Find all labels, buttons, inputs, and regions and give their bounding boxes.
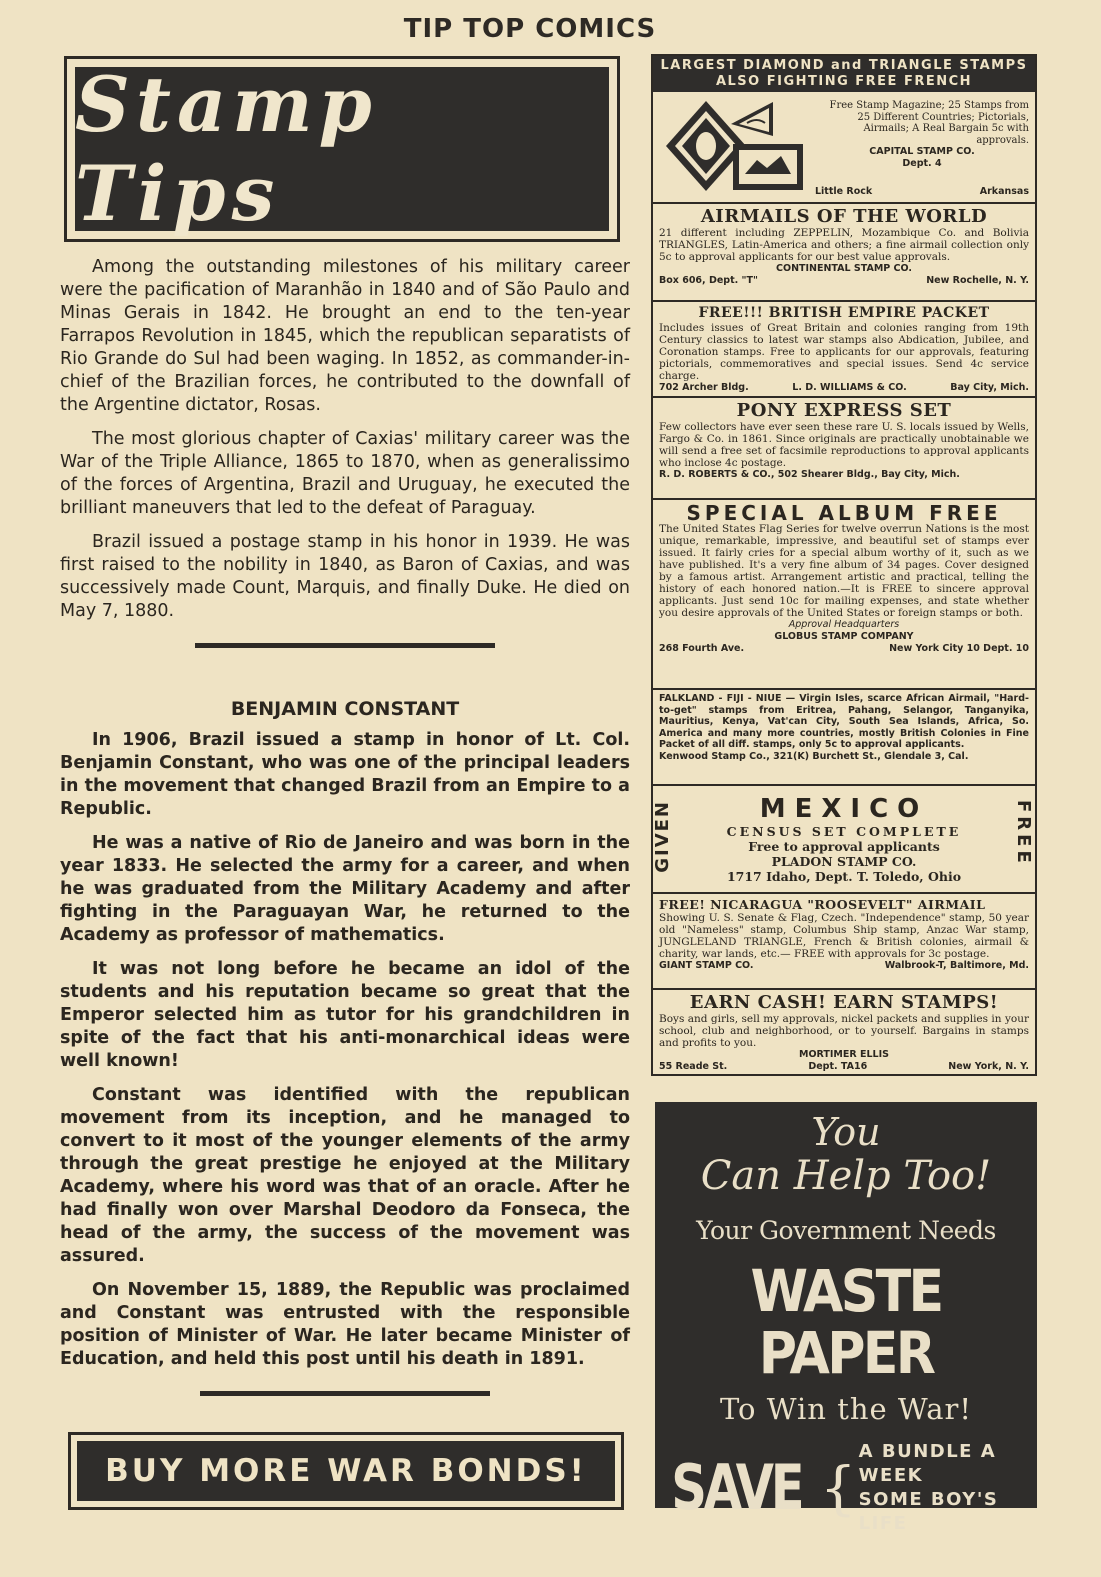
ad-title: SPECIAL ALBUM FREE <box>686 501 1002 525</box>
poster-save-lines <box>859 1440 1037 1536</box>
stamps-illustration <box>661 96 811 196</box>
ad-body: Showing U. S. Senate & Flag, Czech. "Independence" stamp, 50 year old "Nameless" stamp, Columbus Ship stamp, Anzac War stamp, JUNGLELAND TRIANGLE, French & British colonies, airmail & charity, war lands, etc.— FREE with approvals for 3c postage. <box>659 912 1029 960</box>
ad-body: Free Stamp Magazine; 25 Stamps from 25 Different Countries; Pictorials, Airmails; A Real Bargain 5c with approvals. <box>829 100 1029 146</box>
ad-title: EARN CASH! EARN STAMPS! <box>689 992 999 1013</box>
article-paragraph: Brazil issued a postage stamp in his honor in 1939. He was first raised to the nobility in 1840, as Baron of Caxias, and was successively made Count, Marquis, and finally Duke. He died on May 7, 1880. <box>60 532 630 621</box>
poster-save-line: SOME BOY'S LIFE <box>858 1489 999 1534</box>
ad-diamond-banner <box>653 56 1035 92</box>
ad-footer <box>659 751 1029 763</box>
ads-column <box>651 54 1037 1076</box>
article-paragraph: Among the outstanding milestones of his military career were the pacification of Maranhão in 1840 and of São Paulo and Minas Gerais in 1842. He brought an end to the ten-year Farrapos Revolution in 1845, which the republican separatists of Rio Grande do Sul had been waging. In 1852, as commander-in-chief of the Brazilian forces, he contributed to the downfall of the Argentine dictator, Rosas. <box>60 257 630 415</box>
ad-pony-express <box>651 396 1037 498</box>
ad-mexico-side-given: GIVEN <box>652 800 673 873</box>
ad-address: 268 Fourth Ave. <box>659 643 745 654</box>
ad-footer <box>659 275 1029 287</box>
ad-title: PONY EXPRESS SET <box>736 400 952 421</box>
section-paragraph: Constant was identified with the republican movement from its inception, and he managed to convert to it most of the younger elements of the army through the great prestige he enjoyed at the Military Academy, where his word was that of an oracle. After he had finally won over Marshal Deodoro da Fonseca, the head of the army, the success of the movement was assured. <box>60 1085 630 1266</box>
ad-hq: Approval Headquarters <box>788 619 900 630</box>
section-heading: BENJAMIN CONSTANT <box>230 698 460 720</box>
section-paragraph: In 1906, Brazil issued a stamp in honor of Lt. Col. Benjamin Constant, who was one of the principal leaders in the movement that changed Brazil from an Empire to a Republic. <box>60 730 630 819</box>
ad-footer <box>659 960 1029 972</box>
ad-diamond-stamps <box>651 54 1037 202</box>
poster-headline: WASTE PAPER <box>750 1257 942 1387</box>
ad-line: CENSUS SET COMPLETE <box>726 824 962 839</box>
ad-body: Boys and girls, sell my approvals, nickel packets and supplies in your school, club and neighborhood, or to yourself. Bargains in stamps and profits to you. <box>659 1013 1029 1049</box>
ad-address: Kenwood Stamp Co., 321(K) Burchett St., Glendale 3, Cal. <box>659 750 969 762</box>
ad-city: New Rochelle, N. Y. <box>926 275 1029 286</box>
ad-address: Box 606, Dept. "T" <box>659 275 758 286</box>
section-divider <box>200 1391 490 1396</box>
ad-company: CONTINENTAL STAMP CO. <box>776 263 912 274</box>
triangle-stamp-icon <box>731 102 773 136</box>
poster-line: Can Help Too! <box>700 1153 992 1199</box>
ad-city: Little Rock <box>815 186 873 197</box>
ad-mexico-side-free: FREE <box>1013 800 1034 867</box>
ad-dept: Dept. TA16 <box>808 1061 868 1072</box>
ad-footer <box>659 643 1029 655</box>
ad-falkland <box>651 688 1037 784</box>
ad-company: L. D. WILLIAMS & CO. <box>792 382 907 393</box>
ad-address: R. D. ROBERTS & CO., 502 Shearer Bldg., Bay City, Mich. <box>659 469 960 480</box>
ad-nicaragua <box>651 892 1037 988</box>
ad-address: 1717 Idaho, Dept. T. Toledo, Ohio <box>726 869 962 884</box>
ad-earn-cash <box>651 988 1037 1076</box>
ad-city: Bay City, Mich. <box>950 382 1029 393</box>
ad-british-empire <box>651 300 1037 396</box>
poster-save-row <box>655 1440 1037 1536</box>
article-column <box>60 256 630 1416</box>
war-bonds-text: BUY MORE WAR BONDS! <box>105 1453 587 1489</box>
page-title: TIP TOP COMICS <box>403 14 657 44</box>
ad-address: 702 Archer Bldg. <box>659 382 749 393</box>
ad-city: New York City 10 Dept. 10 <box>889 643 1029 654</box>
section-paragraph: On November 15, 1889, the Republic was proclaimed and Constant was entrusted with the responsible position of Minister of War. He later became Minister of Education, and held this post until his death in 1891. <box>60 1280 630 1369</box>
ad-body: 21 different including ZEPPELIN, Mozambique Co. and Bolivia TRIANGLES, Latin-America and others; a fine airmail collection only 5c to approval applicants for our best value approvals. <box>659 227 1029 263</box>
ad-title: FREE! NICARAGUA "ROOSEVELT" AIRMAIL <box>659 897 986 912</box>
ad-footer <box>659 469 1029 481</box>
article-paragraph: The most glorious chapter of Caxias' military career was the War of the Triple Alliance, 1865 to 1870, when as generalissimo of the forces of Argentina, Brazil and Uruguay, he executed the brilliant maneuvers that led to the defeat of Paraguay. <box>60 429 630 518</box>
war-bonds-banner-panel <box>77 1441 615 1501</box>
ad-footer <box>659 1061 1029 1073</box>
poster-save-line: A BUNDLE A WEEK <box>858 1441 997 1486</box>
waste-paper-poster <box>655 1102 1037 1534</box>
ad-company: PLADON STAMP CO. <box>771 854 917 869</box>
rectangle-stamp-icon <box>733 144 803 190</box>
ad-diamond-banner-line: ALSO FIGHTING FREE FRENCH <box>715 74 973 89</box>
poster-save-word: SAVE <box>671 1451 802 1524</box>
ad-company: CAPITAL STAMP CO. <box>869 146 975 157</box>
ad-body: Includes issues of Great Britain and colonies ranging from 19th Century classics to latest war stamps also Abdication, Jubilee, and Coronation stamps. Free to applicants for our approvals, featuring pictorials, commemoratives and special issues. Send 4c service charge. <box>659 322 1029 382</box>
ad-city: Walbrook-T, Baltimore, Md. <box>884 960 1029 971</box>
poster-line: You <box>811 1110 881 1154</box>
ad-footer <box>659 382 1029 394</box>
ad-title: MEXICO <box>759 794 929 824</box>
ad-company: GIANT STAMP CO. <box>659 960 754 971</box>
section-divider <box>195 643 495 648</box>
ad-diamond-text <box>815 100 1029 169</box>
section-paragraph: It was not long before he became an idol of the students and his reputation became so great that the Emperor selected him as tutor for his grandchildren in spite of the fact that his anti-monarchical ideas were well known! <box>60 959 630 1071</box>
ad-body: FALKLAND - FIJI - NIUE — Virgin Isles, scarce African Airmail, "Hard-to-get" stamps from Eritrea, Pahang, Selangor, Tanganyika, Mauritius, Kenya, Vat'can City, South Sea Islands, Africa, So. America and many more countries, mostly British Colonies in Fine Packet of all diff. stamps, only 5c to approval applicants. <box>659 693 1029 750</box>
ad-special-album <box>651 498 1037 688</box>
section-body <box>60 729 630 1371</box>
stamp-tips-banner-panel <box>75 60 609 238</box>
ad-title: AIRMAILS OF THE WORLD <box>700 206 988 227</box>
ad-mexico <box>651 784 1037 892</box>
ad-title: FREE!!! BRITISH EMPIRE PACKET <box>698 305 990 321</box>
ad-mexico-content <box>693 794 995 884</box>
ad-diamond-banner-line: LARGEST DIAMOND and TRIANGLE STAMPS <box>660 58 1028 73</box>
poster-line: To Win the War! <box>719 1392 973 1426</box>
ad-line: Free to approval applicants <box>748 839 940 854</box>
ad-company: MORTIMER ELLIS <box>799 1049 889 1060</box>
section-paragraph: He was a native of Rio de Janeiro and was born in the year 1833. He selected the army for a career, and when he was graduated from the Military Academy and after fighting in the Paraguayan War, he returned to the Academy as professor of mathematics. <box>60 833 630 945</box>
poster-line: Your Government Needs <box>696 1216 996 1245</box>
ad-footer <box>815 186 1029 198</box>
ad-address: 55 Reade St. <box>659 1061 728 1072</box>
war-bonds-banner <box>68 1432 624 1510</box>
stamp-tips-title: Stamp Tips <box>75 60 378 238</box>
ad-state: Arkansas <box>979 186 1029 197</box>
ad-city: New York, N. Y. <box>948 1061 1029 1072</box>
ad-body: The United States Flag Series for twelve overrun Nations is the most unique, remarkable, impressive, and beautiful set of stamps ever issued. It fairly cries for a special album worthy of it, such as we have published. It's a very fine album of 34 pages. Cover designed by a famous artist. Arrangement artistic and practical, telling the history of each honored nation.—It is FREE to sincere approval applicants. Just send 10c for mailing expenses, and state whether you desire approvals of the United States or foreign stamps or both. <box>659 523 1029 619</box>
ad-company: GLOBUS STAMP COMPANY <box>774 631 914 642</box>
ad-body: Few collectors have ever seen these rare U. S. locals issued by Wells, Fargo & Co. in 1861. Since originals are practically unobtainable we will send a free set of facsimile reproductions to approval applicants who inclose 4c postage. <box>659 421 1029 469</box>
stamp-tips-banner <box>64 56 620 242</box>
ad-airmails <box>651 202 1037 300</box>
ad-dept: Dept. 4 <box>902 157 942 169</box>
brace-icon: { <box>819 1454 857 1522</box>
